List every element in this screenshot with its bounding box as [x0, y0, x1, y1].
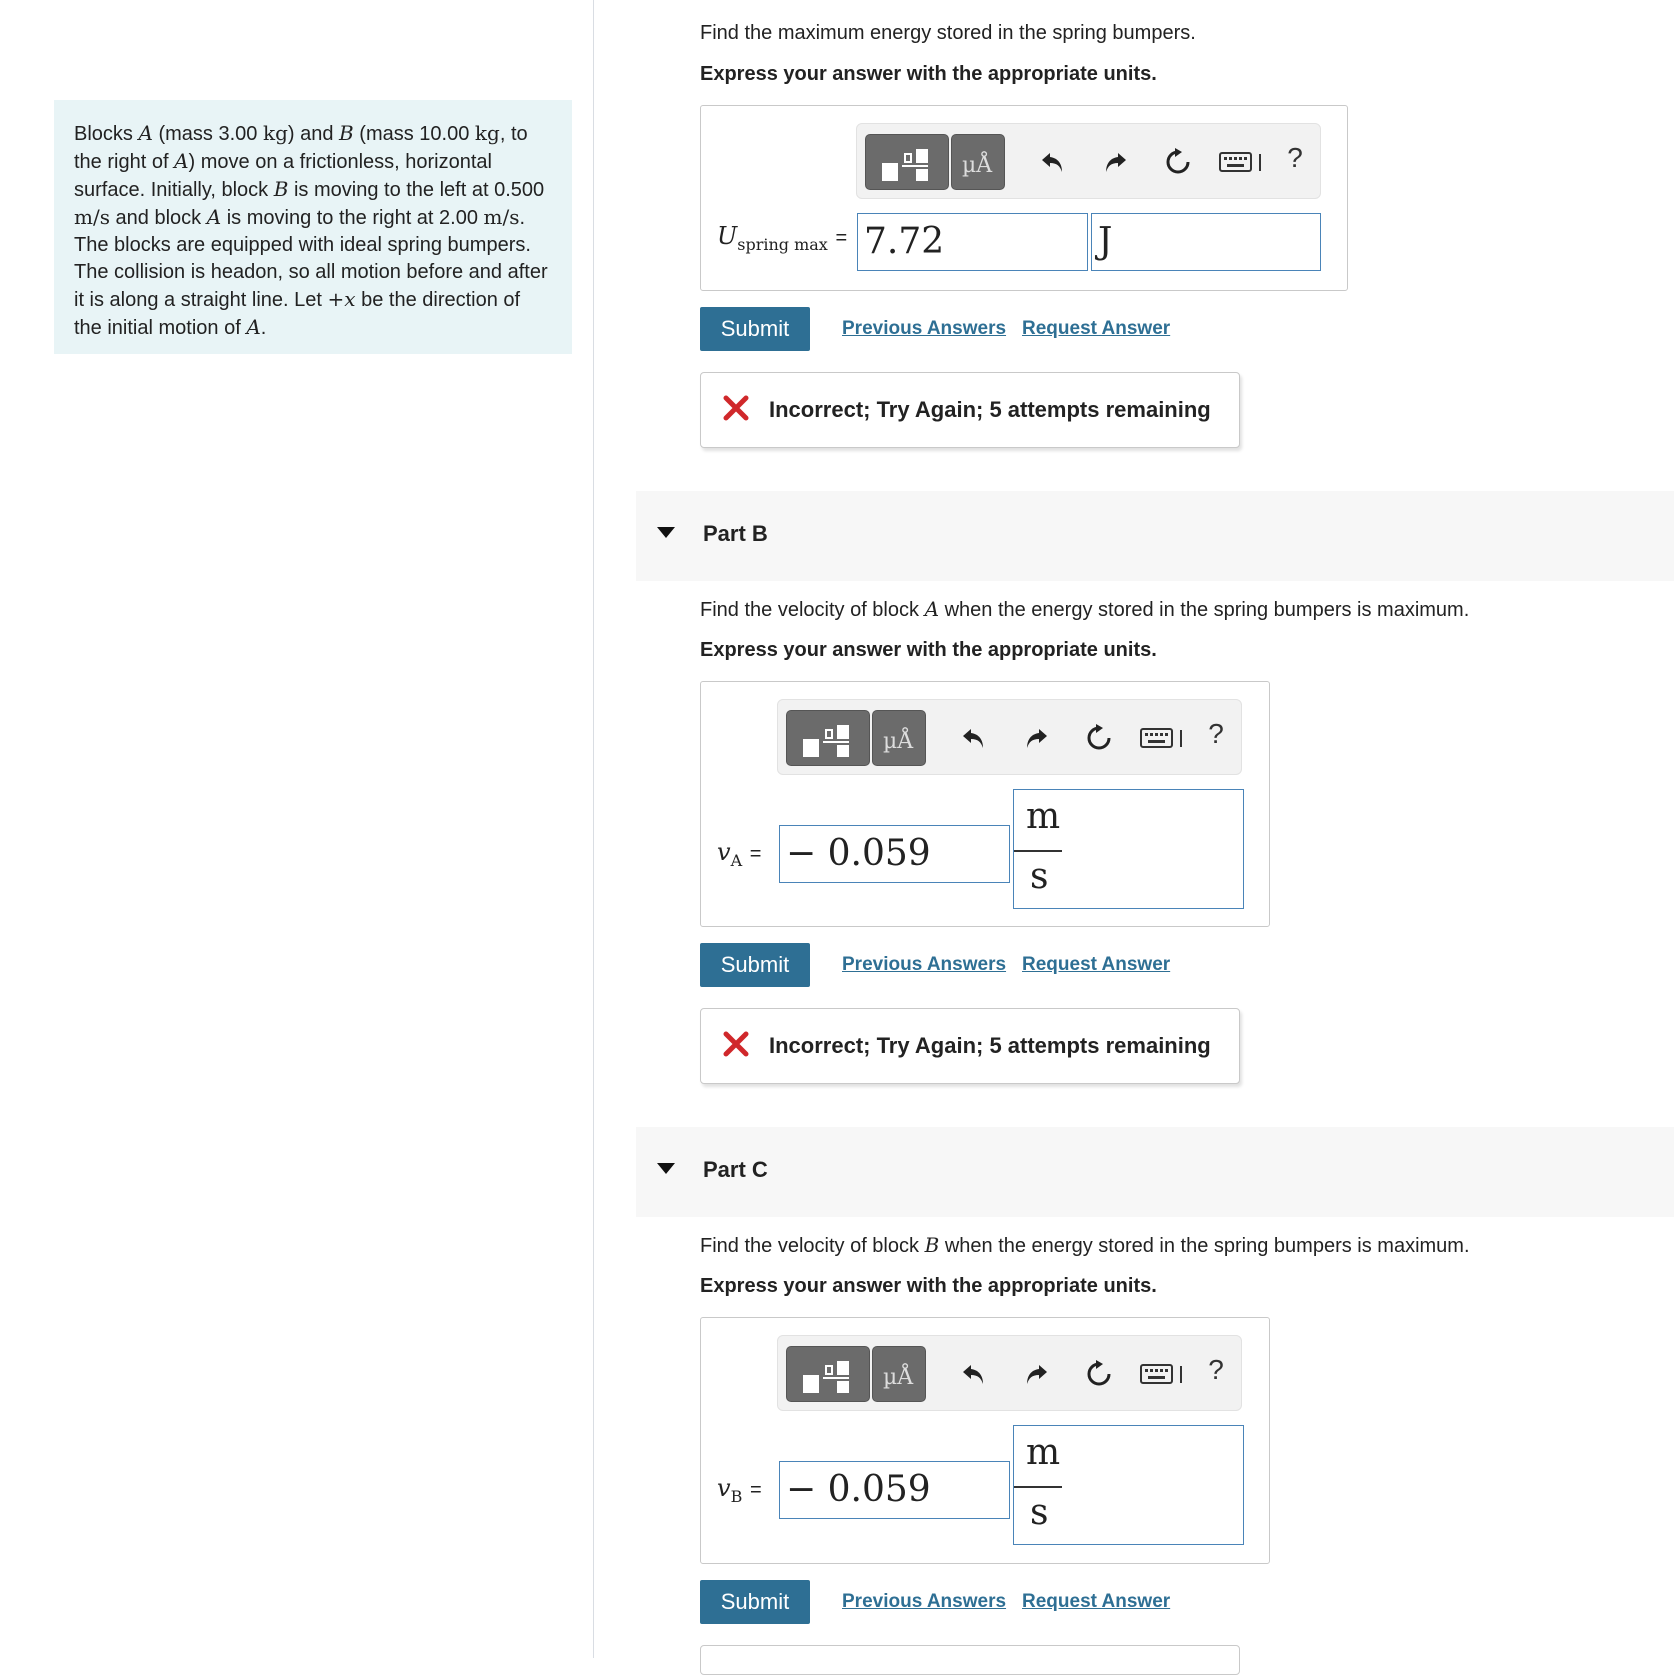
fraction-bar	[1014, 1486, 1062, 1488]
collapse-caret-icon[interactable]	[656, 1161, 676, 1175]
part-a-variable-label: $U_{spring max}$ =	[717, 222, 848, 254]
problem-text-segment: and block	[109, 207, 207, 229]
part-a-request-answer-link[interactable]: Request Answer	[1022, 318, 1171, 339]
help-icon[interactable]: ?	[1208, 718, 1224, 749]
problem-text-segment: (mass 10.00	[353, 123, 475, 145]
problem-text-segment: ,	[499, 123, 506, 145]
templates-icon[interactable]	[865, 134, 949, 190]
keyboard-icon[interactable]	[1140, 726, 1180, 750]
redo-icon[interactable]	[1097, 144, 1133, 180]
part-b-request-answer-link[interactable]: Request Answer	[1022, 954, 1171, 975]
part-b-toolbar	[777, 699, 1242, 775]
error-x-icon	[723, 395, 749, 421]
units-icon[interactable]	[872, 1346, 926, 1402]
part-b-unit-numerator: m	[1026, 796, 1061, 837]
keyboard-icon[interactable]	[1140, 1362, 1180, 1386]
part-c-variable-label: $v_B$ =	[717, 1474, 762, 1506]
part-b-question: Find the velocity of block A when the energy stored in the spring bumpers is maximum.	[700, 597, 1470, 621]
problem-text-segment: A	[174, 149, 189, 173]
problem-text-segment: (mass 3.00	[152, 123, 263, 145]
part-a-answer-box	[700, 105, 1348, 291]
part-a-feedback-message: Incorrect; Try Again; 5 attempts remaining	[769, 397, 1211, 422]
part-c-value-input[interactable]: − 0.059	[779, 1461, 1010, 1519]
part-a-previous-answers-link[interactable]: Previous Answers	[842, 318, 1007, 339]
problem-text-segment: is moving to the left at 0.500	[288, 179, 545, 201]
problem-text-segment: to the right of	[74, 123, 528, 173]
problem-text-segment: kg	[474, 121, 500, 145]
problem-text-segment: m/s	[74, 205, 110, 229]
error-x-icon	[723, 1031, 749, 1057]
templates-icon[interactable]	[786, 710, 870, 766]
part-a-unit-input[interactable]: J	[1091, 213, 1321, 271]
units-glyph: µÅ	[883, 1365, 914, 1390]
part-b-header[interactable]	[636, 491, 1674, 581]
part-b-answer-box	[700, 681, 1270, 927]
part-c-question: Find the velocity of block B when the energy stored in the spring bumpers is maximum.	[700, 1233, 1470, 1257]
part-c-header[interactable]	[636, 1127, 1674, 1217]
problem-text-segment: . The blocks are equipped with ideal spring bumpers. The collision is headon, so all motion before and after it is along a straight line. Let	[74, 207, 548, 311]
part-c-submit-button[interactable]: Submit	[700, 1580, 810, 1624]
part-c-feedback-partial	[700, 1645, 1240, 1675]
problem-text-segment: be the direction of the initial motion of	[74, 289, 521, 339]
part-b-feedback	[700, 1008, 1240, 1084]
part-b-unit-denominator: s	[1030, 856, 1049, 897]
templates-icon[interactable]	[786, 1346, 870, 1402]
problem-text-segment: A	[206, 205, 222, 229]
units-glyph: µÅ	[962, 153, 993, 178]
problem-text-segment: ) move on a frictionless, horizontal surface. Initially, block	[74, 151, 492, 201]
redo-icon[interactable]	[1018, 720, 1054, 756]
part-a-feedback	[700, 372, 1240, 448]
left-column	[0, 0, 594, 1658]
part-b-previous-answers-link[interactable]: Previous Answers	[842, 954, 1007, 975]
problem-text-segment: kg	[262, 121, 288, 145]
units-icon[interactable]	[951, 134, 1005, 190]
part-c-title: Part C	[703, 1157, 768, 1182]
keyboard-icon[interactable]	[1219, 150, 1259, 174]
fraction-bar	[1014, 850, 1062, 852]
problem-statement	[54, 100, 572, 354]
part-c-instruction: Express your answer with the appropriate units.	[700, 1275, 1157, 1297]
problem-text-segment: .	[260, 317, 267, 339]
undo-icon[interactable]	[956, 720, 992, 756]
part-a-toolbar	[856, 123, 1321, 199]
problem-text-segment: B	[339, 121, 354, 145]
problem-text-segment: A	[138, 121, 153, 145]
part-c-toolbar	[777, 1335, 1242, 1411]
part-b-instruction: Express your answer with the appropriate units.	[700, 639, 1157, 661]
undo-icon[interactable]	[1035, 144, 1071, 180]
units-icon[interactable]	[872, 710, 926, 766]
reset-icon[interactable]	[1081, 1356, 1117, 1392]
problem-text-segment: m/s	[483, 205, 520, 229]
problem-text-segment: is moving to the right at 2.00	[221, 207, 484, 229]
help-icon[interactable]: ?	[1208, 1354, 1224, 1385]
units-glyph: µÅ	[883, 729, 914, 754]
part-b-value-input[interactable]: − 0.059	[779, 825, 1010, 883]
part-c-answer-box	[700, 1317, 1270, 1564]
help-icon[interactable]: ?	[1287, 142, 1303, 173]
part-a-submit-button[interactable]: Submit	[700, 307, 810, 351]
problem-text-segment: +x	[327, 287, 356, 311]
part-c-request-answer-link[interactable]: Request Answer	[1022, 1591, 1171, 1612]
collapse-caret-icon[interactable]	[656, 525, 676, 539]
part-c-previous-answers-link[interactable]: Previous Answers	[842, 1591, 1007, 1612]
part-b-submit-button[interactable]: Submit	[700, 943, 810, 987]
redo-icon[interactable]	[1018, 1356, 1054, 1392]
part-c-unit-denominator: s	[1030, 1492, 1049, 1533]
part-b-title: Part B	[703, 521, 768, 546]
part-b-feedback-message: Incorrect; Try Again; 5 attempts remaining	[769, 1033, 1211, 1058]
part-a-instruction: Express your answer with the appropriate units.	[700, 63, 1157, 85]
undo-icon[interactable]	[956, 1356, 992, 1392]
part-c-unit-input[interactable]	[1013, 1425, 1244, 1545]
problem-text-segment: Blocks	[74, 123, 139, 145]
problem-text-segment: ) and	[287, 123, 340, 145]
part-b-unit-input[interactable]	[1013, 789, 1244, 909]
part-a-value-input[interactable]: 7.72	[857, 213, 1088, 271]
part-c-unit-numerator: m	[1026, 1432, 1061, 1473]
part-b-variable-label: $v_A$ =	[717, 838, 762, 870]
reset-icon[interactable]	[1160, 144, 1196, 180]
problem-text-segment: B	[273, 177, 289, 201]
problem-text-segment: A	[246, 315, 261, 339]
part-a-question: Find the maximum energy stored in the spring bumpers.	[700, 22, 1196, 44]
reset-icon[interactable]	[1081, 720, 1117, 756]
